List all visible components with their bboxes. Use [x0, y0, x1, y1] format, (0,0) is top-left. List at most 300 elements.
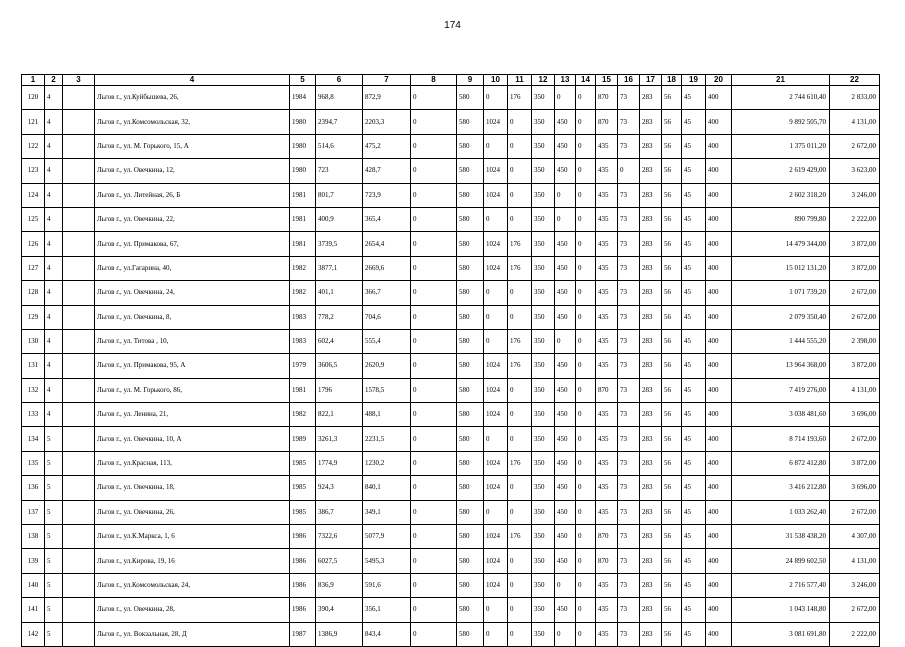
table-cell-col-3 — [63, 622, 95, 646]
table-cell-col-11: 176 — [508, 232, 532, 256]
table-cell-col-3 — [63, 159, 95, 183]
table-cell-col-15: 435 — [596, 476, 618, 500]
table-cell-col-3 — [63, 281, 95, 305]
table-cell-col-16: 73 — [618, 476, 640, 500]
table-cell-col-11: 176 — [508, 451, 532, 475]
table-cell-col-17: 283 — [640, 549, 662, 573]
table-cell-col-14: 0 — [576, 281, 596, 305]
table-cell-col-2: 4 — [45, 403, 63, 427]
table-cell-col-20: 400 — [706, 256, 732, 280]
table-cell-col-6: 1774,9 — [316, 451, 363, 475]
table-cell-col-13: 450 — [555, 598, 576, 622]
table-cell-col-2: 5 — [45, 427, 63, 451]
table-cell-col-15: 435 — [596, 622, 618, 646]
table-cell-col-10: 1024 — [484, 476, 508, 500]
table-cell-col-9: 580 — [457, 622, 484, 646]
table-cell-col-9: 580 — [457, 134, 484, 158]
table-cell-col-9: 580 — [457, 476, 484, 500]
table-cell-col-3 — [63, 329, 95, 353]
table-cell-col-3 — [63, 525, 95, 549]
table-cell-col-11: 0 — [508, 159, 532, 183]
table-cell-col-3 — [63, 86, 95, 110]
table-cell-col-8: 0 — [411, 329, 457, 353]
table-cell-col-19: 45 — [682, 134, 706, 158]
table-cell-col-9: 580 — [457, 281, 484, 305]
table-cell-col-7: 366,7 — [363, 281, 411, 305]
table-row — [22, 256, 880, 280]
table-cell-col-19: 45 — [682, 476, 706, 500]
table-cell-col-2: 4 — [45, 134, 63, 158]
table-cell-col-4: Льгов г., ул. М. Горького, 15, А — [95, 134, 290, 158]
table-cell-col-1: 121 — [22, 110, 45, 134]
table-cell-col-19: 45 — [682, 207, 706, 231]
table-cell-col-17: 283 — [640, 500, 662, 524]
table-cell-col-2: 5 — [45, 549, 63, 573]
table-cell-col-5: 1981 — [290, 378, 316, 402]
table-cell-col-8: 0 — [411, 110, 457, 134]
table-cell-col-22: 3 696,00 — [830, 403, 880, 427]
table-cell-col-15: 435 — [596, 256, 618, 280]
table-cell-col-16: 73 — [618, 500, 640, 524]
table-cell-col-9: 580 — [457, 451, 484, 475]
table-cell-col-16: 73 — [618, 525, 640, 549]
table-cell-col-7: 5077,9 — [363, 525, 411, 549]
table-cell-col-9: 580 — [457, 427, 484, 451]
table-cell-col-18: 56 — [662, 207, 682, 231]
table-cell-col-15: 870 — [596, 525, 618, 549]
table-cell-col-21: 14 479 344,00 — [732, 232, 830, 256]
table-cell-col-2: 5 — [45, 598, 63, 622]
table-cell-col-17: 283 — [640, 451, 662, 475]
table-cell-col-12: 350 — [532, 305, 555, 329]
table-cell-col-20: 400 — [706, 622, 732, 646]
table-cell-col-11: 0 — [508, 110, 532, 134]
table-cell-col-4: Льгов г., ул. Ленина, 21, — [95, 403, 290, 427]
table-cell-col-13: 450 — [555, 281, 576, 305]
table-cell-col-2: 4 — [45, 305, 63, 329]
table-cell-col-15: 870 — [596, 549, 618, 573]
table-cell-col-4: Льгов г., ул. Титова , 10, — [95, 329, 290, 353]
table-cell-col-16: 0 — [618, 159, 640, 183]
table-row — [22, 573, 880, 597]
table-cell-col-6: 1796 — [316, 378, 363, 402]
table-cell-col-21: 13 964 368,00 — [732, 354, 830, 378]
table-cell-col-14: 0 — [576, 378, 596, 402]
table-cell-col-10: 0 — [484, 622, 508, 646]
table-cell-col-14: 0 — [576, 598, 596, 622]
table-cell-col-18: 56 — [662, 598, 682, 622]
table-row — [22, 403, 880, 427]
table-cell-col-1: 133 — [22, 403, 45, 427]
table-cell-col-11: 0 — [508, 207, 532, 231]
table-cell-col-14: 0 — [576, 525, 596, 549]
table-cell-col-4: Льгов г., ул. Примакова, 67, — [95, 232, 290, 256]
table-cell-col-17: 283 — [640, 403, 662, 427]
table-cell-col-2: 5 — [45, 476, 63, 500]
table-cell-col-11: 0 — [508, 573, 532, 597]
table-cell-col-7: 428,7 — [363, 159, 411, 183]
table-cell-col-20: 400 — [706, 549, 732, 573]
table-cell-col-5: 1980 — [290, 110, 316, 134]
column-header-8: 8 — [411, 75, 457, 86]
table-cell-col-20: 400 — [706, 598, 732, 622]
table-cell-col-18: 56 — [662, 549, 682, 573]
table-cell-col-15: 870 — [596, 86, 618, 110]
table-cell-col-8: 0 — [411, 281, 457, 305]
table-cell-col-8: 0 — [411, 525, 457, 549]
table-cell-col-1: 134 — [22, 427, 45, 451]
table-cell-col-13: 450 — [555, 525, 576, 549]
table-cell-col-7: 488,1 — [363, 403, 411, 427]
table-cell-col-4: Льгов г., ул. Овечкина, 22, — [95, 207, 290, 231]
table-cell-col-18: 56 — [662, 427, 682, 451]
table-cell-col-22: 3 872,00 — [830, 354, 880, 378]
table-cell-col-3 — [63, 232, 95, 256]
table-cell-col-6: 1386,9 — [316, 622, 363, 646]
table-cell-col-15: 435 — [596, 281, 618, 305]
table-cell-col-2: 4 — [45, 281, 63, 305]
table-cell-col-14: 0 — [576, 622, 596, 646]
table-cell-col-15: 435 — [596, 329, 618, 353]
table-cell-col-14: 0 — [576, 451, 596, 475]
table-cell-col-2: 5 — [45, 525, 63, 549]
table-cell-col-15: 435 — [596, 232, 618, 256]
table-cell-col-3 — [63, 500, 95, 524]
table-cell-col-5: 1986 — [290, 598, 316, 622]
table-cell-col-12: 350 — [532, 525, 555, 549]
table-cell-col-4: Льгов г., ул. Вокзальная, 28, Д — [95, 622, 290, 646]
table-cell-col-21: 8 714 193,60 — [732, 427, 830, 451]
column-header-1: 1 — [22, 75, 45, 86]
table-cell-col-2: 4 — [45, 110, 63, 134]
table-cell-col-1: 131 — [22, 354, 45, 378]
table-cell-col-22: 3 872,00 — [830, 451, 880, 475]
column-header-10: 10 — [484, 75, 508, 86]
table-cell-col-20: 400 — [706, 329, 732, 353]
table-cell-col-22: 4 131,00 — [830, 549, 880, 573]
table-row — [22, 183, 880, 207]
table-cell-col-8: 0 — [411, 134, 457, 158]
table-cell-col-16: 73 — [618, 207, 640, 231]
table-cell-col-6: 2394,7 — [316, 110, 363, 134]
table-cell-col-13: 450 — [555, 232, 576, 256]
table-cell-col-4: Льгов г., ул. Овечкина, 24, — [95, 281, 290, 305]
table-cell-col-8: 0 — [411, 573, 457, 597]
table-cell-col-20: 400 — [706, 86, 732, 110]
table-cell-col-15: 435 — [596, 427, 618, 451]
column-header-15: 15 — [596, 75, 618, 86]
table-cell-col-15: 435 — [596, 183, 618, 207]
table-cell-col-13: 450 — [555, 427, 576, 451]
table-cell-col-17: 283 — [640, 622, 662, 646]
table-cell-col-12: 350 — [532, 281, 555, 305]
table-cell-col-7: 475,2 — [363, 134, 411, 158]
table-cell-col-22: 4 131,00 — [830, 110, 880, 134]
table-cell-col-9: 580 — [457, 305, 484, 329]
table-cell-col-19: 45 — [682, 525, 706, 549]
table-cell-col-4: Льгов г., ул. Овечкина, 18, — [95, 476, 290, 500]
table-cell-col-22: 2 672,00 — [830, 305, 880, 329]
table-cell-col-4: Льгов г., ул.К.Маркса, 1, 6 — [95, 525, 290, 549]
table-cell-col-10: 1024 — [484, 256, 508, 280]
table-cell-col-9: 580 — [457, 159, 484, 183]
table-cell-col-9: 580 — [457, 86, 484, 110]
table-cell-col-2: 5 — [45, 451, 63, 475]
table-cell-col-18: 56 — [662, 476, 682, 500]
table-cell-col-12: 350 — [532, 134, 555, 158]
table-cell-col-22: 3 246,00 — [830, 183, 880, 207]
table-cell-col-6: 822,1 — [316, 403, 363, 427]
table-cell-col-13: 450 — [555, 110, 576, 134]
table-cell-col-5: 1986 — [290, 573, 316, 597]
table-cell-col-17: 283 — [640, 256, 662, 280]
table-cell-col-4: Льгов г., ул.Комсомольская, 32, — [95, 110, 290, 134]
table-cell-col-12: 350 — [532, 622, 555, 646]
table-cell-col-14: 0 — [576, 354, 596, 378]
table-cell-col-15: 435 — [596, 451, 618, 475]
table-cell-col-7: 1578,5 — [363, 378, 411, 402]
table-cell-col-11: 176 — [508, 329, 532, 353]
table-row — [22, 232, 880, 256]
table-cell-col-16: 73 — [618, 622, 640, 646]
table-cell-col-19: 45 — [682, 281, 706, 305]
table-cell-col-10: 1024 — [484, 549, 508, 573]
table-cell-col-9: 580 — [457, 500, 484, 524]
table-cell-col-11: 176 — [508, 354, 532, 378]
table-cell-col-8: 0 — [411, 500, 457, 524]
table-cell-col-6: 6027,5 — [316, 549, 363, 573]
table-cell-col-5: 1987 — [290, 622, 316, 646]
table-cell-col-1: 141 — [22, 598, 45, 622]
table-cell-col-5: 1979 — [290, 354, 316, 378]
table-cell-col-20: 400 — [706, 232, 732, 256]
table-cell-col-18: 56 — [662, 305, 682, 329]
table-cell-col-10: 1024 — [484, 159, 508, 183]
table-cell-col-21: 2 602 318,20 — [732, 183, 830, 207]
table-cell-col-1: 125 — [22, 207, 45, 231]
table-cell-col-8: 0 — [411, 232, 457, 256]
header-row — [22, 75, 880, 86]
table-cell-col-6: 3877,1 — [316, 256, 363, 280]
table-cell-col-21: 1 444 555,20 — [732, 329, 830, 353]
table-cell-col-2: 4 — [45, 329, 63, 353]
table-cell-col-5: 1983 — [290, 305, 316, 329]
table-cell-col-16: 73 — [618, 354, 640, 378]
table-cell-col-3 — [63, 207, 95, 231]
table-cell-col-22: 2 672,00 — [830, 427, 880, 451]
table-cell-col-22: 3 623,00 — [830, 159, 880, 183]
table-cell-col-18: 56 — [662, 378, 682, 402]
table-cell-col-1: 129 — [22, 305, 45, 329]
table-cell-col-21: 1 043 148,80 — [732, 598, 830, 622]
table-row — [22, 329, 880, 353]
table-cell-col-22: 2 222,00 — [830, 622, 880, 646]
table-cell-col-10: 0 — [484, 500, 508, 524]
table-cell-col-3 — [63, 110, 95, 134]
table-cell-col-22: 2 672,00 — [830, 598, 880, 622]
table-cell-col-4: Льгов г., ул. Примакова, 95, А — [95, 354, 290, 378]
table-cell-col-4: Льгов г., ул. М. Горького, 86, — [95, 378, 290, 402]
table-cell-col-18: 56 — [662, 573, 682, 597]
table-cell-col-16: 73 — [618, 281, 640, 305]
table-row — [22, 159, 880, 183]
table-cell-col-9: 580 — [457, 110, 484, 134]
table-cell-col-7: 843,4 — [363, 622, 411, 646]
table-cell-col-5: 1981 — [290, 207, 316, 231]
table-cell-col-11: 0 — [508, 378, 532, 402]
table-cell-col-5: 1986 — [290, 549, 316, 573]
column-header-6: 6 — [316, 75, 363, 86]
table-cell-col-2: 4 — [45, 378, 63, 402]
table-cell-col-10: 0 — [484, 598, 508, 622]
table-cell-col-7: 723,9 — [363, 183, 411, 207]
table-cell-col-2: 5 — [45, 622, 63, 646]
housing-registry-table — [21, 74, 880, 647]
table-cell-col-16: 73 — [618, 256, 640, 280]
table-cell-col-20: 400 — [706, 354, 732, 378]
table-cell-col-21: 1 033 262,40 — [732, 500, 830, 524]
table-cell-col-15: 435 — [596, 305, 618, 329]
table-cell-col-1: 138 — [22, 525, 45, 549]
table-cell-col-18: 56 — [662, 329, 682, 353]
table-cell-col-4: Льгов г., ул. Овечкина, 26, — [95, 500, 290, 524]
table-cell-col-10: 1024 — [484, 232, 508, 256]
table-cell-col-12: 350 — [532, 232, 555, 256]
table-cell-col-7: 1230,2 — [363, 451, 411, 475]
table-cell-col-21: 3 416 212,80 — [732, 476, 830, 500]
table-cell-col-5: 1985 — [290, 451, 316, 475]
table-cell-col-2: 4 — [45, 256, 63, 280]
table-cell-col-15: 435 — [596, 134, 618, 158]
table-cell-col-18: 56 — [662, 159, 682, 183]
table-cell-col-9: 580 — [457, 403, 484, 427]
table-cell-col-17: 283 — [640, 476, 662, 500]
table-cell-col-4: Льгов г., ул. Овечкина, 12, — [95, 159, 290, 183]
table-row — [22, 305, 880, 329]
table-row — [22, 549, 880, 573]
table-cell-col-10: 0 — [484, 427, 508, 451]
column-header-5: 5 — [290, 75, 316, 86]
table-cell-col-9: 580 — [457, 598, 484, 622]
table-cell-col-9: 580 — [457, 256, 484, 280]
table-cell-col-22: 4 307,00 — [830, 525, 880, 549]
table-cell-col-10: 0 — [484, 329, 508, 353]
table-cell-col-21: 2 716 577,40 — [732, 573, 830, 597]
table-row — [22, 281, 880, 305]
table-cell-col-8: 0 — [411, 183, 457, 207]
table-cell-col-18: 56 — [662, 110, 682, 134]
table-cell-col-16: 73 — [618, 86, 640, 110]
table-cell-col-19: 45 — [682, 329, 706, 353]
table-row — [22, 378, 880, 402]
table-cell-col-2: 4 — [45, 159, 63, 183]
table-cell-col-5: 1983 — [290, 329, 316, 353]
table-cell-col-16: 73 — [618, 183, 640, 207]
table-cell-col-13: 450 — [555, 549, 576, 573]
table-cell-col-21: 3 081 691,80 — [732, 622, 830, 646]
table-cell-col-18: 56 — [662, 86, 682, 110]
table-cell-col-20: 400 — [706, 134, 732, 158]
column-header-21: 21 — [732, 75, 830, 86]
table-cell-col-7: 349,1 — [363, 500, 411, 524]
table-cell-col-7: 555,4 — [363, 329, 411, 353]
table-cell-col-3 — [63, 305, 95, 329]
table-cell-col-17: 283 — [640, 110, 662, 134]
table-cell-col-5: 1981 — [290, 232, 316, 256]
table-cell-col-6: 723 — [316, 159, 363, 183]
table-cell-col-9: 580 — [457, 549, 484, 573]
column-header-4: 4 — [95, 75, 290, 86]
table-cell-col-14: 0 — [576, 500, 596, 524]
column-header-17: 17 — [640, 75, 662, 86]
table-cell-col-6: 386,7 — [316, 500, 363, 524]
table-cell-col-20: 400 — [706, 159, 732, 183]
table-cell-col-9: 580 — [457, 232, 484, 256]
table-cell-col-6: 390,4 — [316, 598, 363, 622]
table-cell-col-11: 0 — [508, 183, 532, 207]
column-header-16: 16 — [618, 75, 640, 86]
column-header-22: 22 — [830, 75, 880, 86]
table-cell-col-14: 0 — [576, 86, 596, 110]
table-cell-col-16: 73 — [618, 403, 640, 427]
table-body — [22, 86, 880, 647]
table-cell-col-14: 0 — [576, 403, 596, 427]
table-row — [22, 354, 880, 378]
table-cell-col-19: 45 — [682, 86, 706, 110]
table-cell-col-4: Льгов г., ул.Комсомольская, 24, — [95, 573, 290, 597]
table-cell-col-17: 283 — [640, 525, 662, 549]
column-header-11: 11 — [508, 75, 532, 86]
column-header-19: 19 — [682, 75, 706, 86]
table-cell-col-6: 801,7 — [316, 183, 363, 207]
column-header-7: 7 — [363, 75, 411, 86]
table-cell-col-22: 4 131,00 — [830, 378, 880, 402]
table-cell-col-22: 2 672,00 — [830, 281, 880, 305]
table-cell-col-6: 401,1 — [316, 281, 363, 305]
table-cell-col-22: 2 398,00 — [830, 329, 880, 353]
table-cell-col-1: 122 — [22, 134, 45, 158]
table-cell-col-21: 1 071 739,20 — [732, 281, 830, 305]
table-cell-col-19: 45 — [682, 378, 706, 402]
table-cell-col-6: 3739,5 — [316, 232, 363, 256]
table-cell-col-19: 45 — [682, 183, 706, 207]
table-cell-col-5: 1984 — [290, 86, 316, 110]
table-cell-col-21: 15 012 131,20 — [732, 256, 830, 280]
table-cell-col-12: 350 — [532, 451, 555, 475]
table-cell-col-20: 400 — [706, 500, 732, 524]
table-cell-col-18: 56 — [662, 281, 682, 305]
table-cell-col-7: 872,9 — [363, 86, 411, 110]
table-cell-col-3 — [63, 451, 95, 475]
table-cell-col-9: 580 — [457, 207, 484, 231]
table-cell-col-1: 142 — [22, 622, 45, 646]
table-cell-col-13: 450 — [555, 256, 576, 280]
table-cell-col-14: 0 — [576, 183, 596, 207]
table-cell-col-13: 450 — [555, 476, 576, 500]
table-row — [22, 86, 880, 110]
table-cell-col-17: 283 — [640, 598, 662, 622]
table-cell-col-19: 45 — [682, 256, 706, 280]
table-cell-col-14: 0 — [576, 427, 596, 451]
table-cell-col-17: 283 — [640, 329, 662, 353]
table-cell-col-14: 0 — [576, 159, 596, 183]
table-cell-col-7: 591,6 — [363, 573, 411, 597]
table-cell-col-11: 0 — [508, 134, 532, 158]
table-cell-col-1: 124 — [22, 183, 45, 207]
table-cell-col-13: 0 — [555, 622, 576, 646]
table-cell-col-12: 350 — [532, 573, 555, 597]
table-cell-col-3 — [63, 476, 95, 500]
